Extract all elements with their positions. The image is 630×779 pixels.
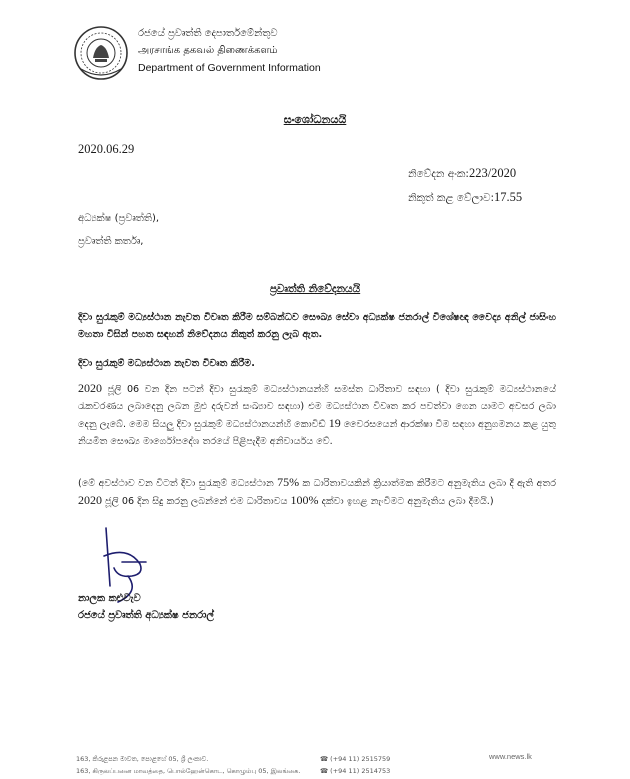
notice-number-label: නිවේදන අංක: [408,168,469,180]
issue-time-value: 17.55 [494,190,523,204]
note-paragraph: (මේ අවස්ථාව වන විටත් දිවා සුරැකුම් මධ්‍යස්ථාන 75% ක ධාරිතාවයකින් ක්‍රියාත්මක කිරීමට අනුමැතිය ලබා දී ඇති අතර 2020 ජූලි 06 දින සිදු කරනු ලබන්නේ එම ධාරිතාවය 100% දක්වා ඉහළ නැංවීමට අනුමැතිය ලබා දීමයි.) [78,475,556,507]
footer-website: www.news.lk [489,752,532,761]
dept-name-english: Department of Government Information [138,62,321,74]
notice-number [408,166,516,181]
announcement-heading: දිවා සුරැකුම් මධ්‍යස්ථාන නැවත විවෘත කිරීම. [78,358,255,369]
dept-name-sinhala: රජයේ ප්‍රවෘත්ති දෙපාර්තමේන්තුව [138,28,278,39]
document-date: 2020.06.29 [78,142,135,156]
footer-phone: ☎ (+94 11) 2515759 [320,755,391,763]
footer-address-sinhala: 163, කිරුළපන මාවත, පොළහේ 05, ශ්‍රී ලංකාව. [76,755,209,763]
signatory-name: නාලක කළුවැව [78,593,141,604]
phone-icon: ☎ [320,755,331,763]
document-title: සංශෝධනයයි [283,113,347,126]
fax-icon: ☎ [320,767,331,775]
recipient-line: ප්‍රවෘත්ති කර්තෘ, [78,236,144,247]
issue-time-label: නිකුත් කළ වේලාව: [408,192,495,204]
footer-address-tamil: 163, கிருலப்பனை மாவத்தை, பொல்ஹேன்கொட, கொழும்பு 05, இலங்கை. [76,767,301,775]
dept-name-tamil: அரசாங்க தகவல் திணைக்களம் [138,45,278,56]
body-paragraph: 2020 ජූලි 06 වන දින පටන් දිවා සුරැකුම් මධ්‍යස්ථානයන්හි සමස්ත ධාරිතාව සඳහා ( දිවා සුරැකුම් මධ්‍යස්ථානයේ රැකවරණය ලබාදෙනු ලබන මුළු දරුවන් සංඛ්‍යාව සඳහා) එම මධ්‍යස්ථාන විවෘත කර පවත්වා ගෙන යාමට අවසර ලබා දෙනු ලැබේ. මෙම සියලු දිවා සුරැකුම් මධ්‍යස්ථානයන්හි කොවිඩ් 19 වෛරසයෙන් ආරක්ෂා වීම සඳහා අනුගමනය කළ යුතු නියමිත සෞඛ්‍ය මාර්ගෝපදේශ තරයේ පිළිපැදීම අනිවාර්යය වේ. [78,381,556,447]
issue-time [408,190,522,205]
footer-fax: ☎ (+94 11) 2514753 [320,767,391,775]
signatory-title: රජයේ ප්‍රවෘත්ති අධ්‍යක්ෂ ජනරාල් [78,610,215,621]
recipient-line: අධ්‍යක්ෂ (ප්‍රවෘත්ති), [78,213,160,224]
intro-paragraph: දිවා සුරැකුම් මධ්‍යස්ථාන නැවත විවෘත කිරීම සම්බන්ධව සෞඛ්‍ය සේවා අධ්‍යක්ෂ ජනරාල් විශේෂඥ වෛද්‍ය අනිල් ජාසිංහ මහතා විසින් පහත සඳහන් නිවේදනය නිකුත් කරනු ලැබ ඇත. [78,312,556,340]
section-subtitle: ප්‍රවෘත්ති නිවේදනයයි [269,283,361,295]
notice-number-value: 223/2020 [468,166,517,180]
government-emblem-icon [73,25,129,81]
